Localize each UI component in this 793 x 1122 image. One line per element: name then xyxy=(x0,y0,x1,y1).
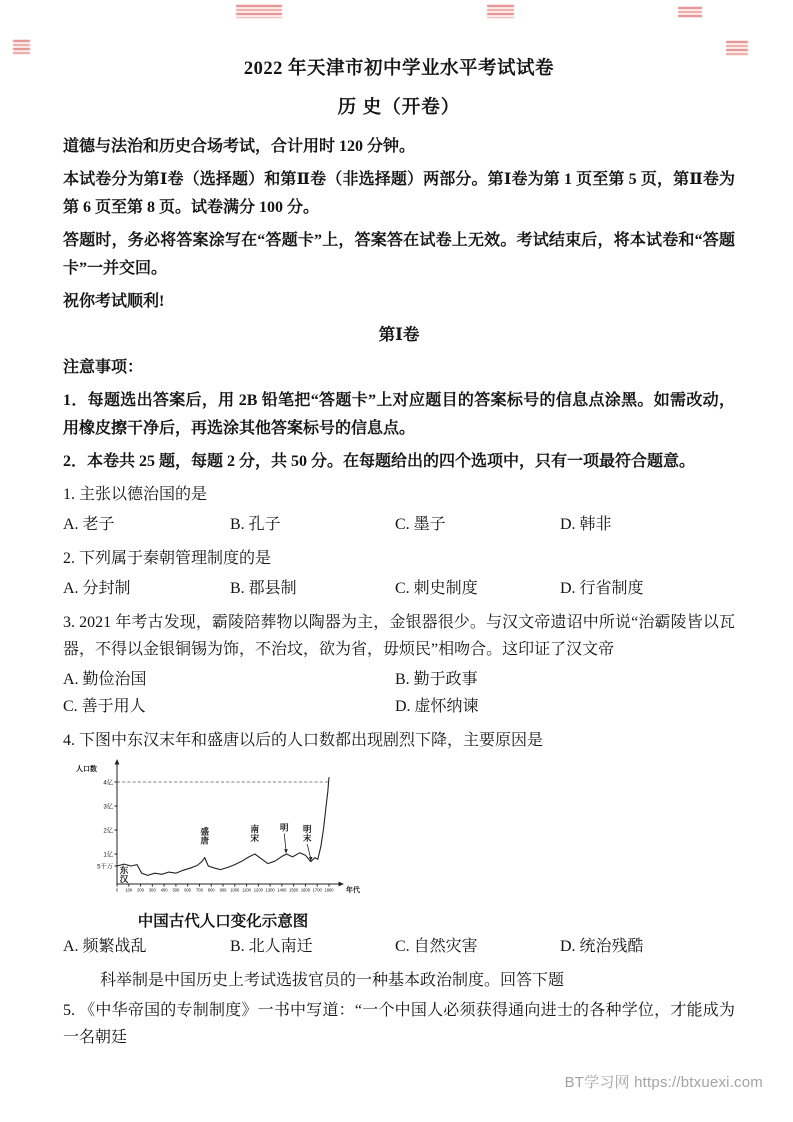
svg-text:明: 明 xyxy=(302,824,312,835)
svg-text:300: 300 xyxy=(148,887,156,893)
note-item-2: 2．本卷共 25 题，每题 2 分，共 50 分。在每题给出的四个选项中，只有一项最符合题意。 xyxy=(63,453,696,470)
option-c: C. 善于用人 xyxy=(63,698,146,715)
section-title: 第Ⅰ卷 xyxy=(378,325,420,344)
paper-subtitle: 历 史（开卷） xyxy=(337,98,461,118)
red-scan-artifact xyxy=(726,39,748,55)
svg-text:0: 0 xyxy=(115,887,119,893)
svg-text:700: 700 xyxy=(196,887,203,893)
svg-text:800: 800 xyxy=(207,887,215,893)
option-a: A. 频繁战乱 xyxy=(63,938,147,955)
option-a: A. 勤俭治国 xyxy=(63,671,147,688)
svg-text:1000: 1000 xyxy=(230,887,240,893)
question-1-stem: 1. 主张以德治国的是 xyxy=(63,486,208,503)
svg-text:400: 400 xyxy=(160,887,168,893)
svg-text:宋: 宋 xyxy=(250,833,260,844)
question-4-stem: 4. 下图中东汉末年和盛唐以后的人口数都出现剧烈下降，主要原因是 xyxy=(63,732,544,749)
svg-text:1亿: 1亿 xyxy=(103,851,113,859)
option-a: A. 分封制 xyxy=(63,580,131,597)
population-line-chart xyxy=(73,758,373,913)
svg-text:100: 100 xyxy=(125,887,133,893)
answer-sheet-note: 答题时，务必将答案涂写在“答题卡”上，答案答在试卷上无效。考试结束后，将本试卷和“答题卡”一并交回。 xyxy=(63,232,735,277)
svg-text:末: 末 xyxy=(302,833,312,844)
question-3 xyxy=(63,609,735,720)
question-5 xyxy=(63,967,735,1051)
watermark-site-url[interactable]: https://btxuexi.com xyxy=(634,1074,763,1091)
option-b: B. 北人南迁 xyxy=(230,938,313,955)
question-5-lead-in: 科举制是中国历史上考试选拔官员的一种基本政治制度。回答下题 xyxy=(100,972,565,989)
svg-text:2亿: 2亿 xyxy=(103,827,113,835)
svg-text:1500: 1500 xyxy=(289,887,299,893)
svg-text:900: 900 xyxy=(219,887,227,893)
svg-text:4亿: 4亿 xyxy=(103,779,113,787)
chart-caption: 中国古代人口变化示意图 xyxy=(137,913,309,930)
good-luck-note: 祝你考试顺利! xyxy=(63,293,165,310)
svg-text:5千万: 5千万 xyxy=(97,863,113,871)
svg-text:200: 200 xyxy=(137,887,144,893)
svg-text:500: 500 xyxy=(172,887,180,893)
option-b: B. 孔子 xyxy=(230,516,281,533)
question-1-options xyxy=(63,511,735,538)
option-d: D. 虚怀纳谏 xyxy=(395,698,479,715)
svg-text:明: 明 xyxy=(279,822,289,833)
svg-text:3亿: 3亿 xyxy=(103,803,113,811)
question-4 xyxy=(63,727,735,960)
question-2-options xyxy=(63,575,735,602)
paper-title: 2022 年天津市初中学业水平考试试卷 xyxy=(243,59,555,79)
option-d: D. 韩非 xyxy=(560,516,612,533)
svg-text:盛: 盛 xyxy=(200,826,210,837)
question-4-options xyxy=(63,933,735,960)
question-1 xyxy=(63,481,735,538)
red-scan-artifact xyxy=(487,3,514,18)
svg-text:1800: 1800 xyxy=(324,887,334,893)
svg-text:东: 东 xyxy=(119,865,129,876)
option-b: B. 勤于政事 xyxy=(395,671,478,688)
svg-text:1400: 1400 xyxy=(277,887,287,893)
red-scan-artifact xyxy=(678,5,702,19)
question-2-stem: 2. 下列属于秦朝管理制度的是 xyxy=(63,550,272,567)
svg-text:唐: 唐 xyxy=(200,835,210,846)
paper-structure-note: 本试卷分为第Ⅰ卷（选择题）和第Ⅱ卷（非选择题）两部分。第Ⅰ卷为第 1 页至第 5 页，第Ⅱ卷为第 6 页至第 8 页。试卷满分 100 分。 xyxy=(63,171,735,216)
option-d: D. 行省制度 xyxy=(560,580,644,597)
option-b: B. 郡县制 xyxy=(230,580,297,597)
question-2 xyxy=(63,545,735,602)
exam-duration-note: 道德与法治和历史合场考试，合计用时 120 分钟。 xyxy=(63,138,416,155)
option-a: A. 老子 xyxy=(63,516,115,533)
svg-text:600: 600 xyxy=(184,887,192,893)
svg-text:1100: 1100 xyxy=(242,887,251,893)
svg-text:年代: 年代 xyxy=(346,887,360,894)
notes-title: 注意事项： xyxy=(63,359,144,376)
watermark-footer xyxy=(565,1071,763,1092)
option-c: C. 墨子 xyxy=(395,516,446,533)
svg-text:1600: 1600 xyxy=(300,887,310,893)
svg-text:1700: 1700 xyxy=(312,887,322,893)
red-scan-artifact xyxy=(13,38,30,54)
svg-text:人口数: 人口数 xyxy=(76,766,97,773)
red-scan-artifact xyxy=(236,3,282,18)
question-5-stem: 5. 《中华帝国的专制制度》一书中写道：“一个中国人必须获得通向进士的各种学位，才能成为一名朝廷 xyxy=(63,1002,735,1046)
population-chart-figure xyxy=(73,758,373,931)
option-d: D. 统治残酷 xyxy=(560,938,644,955)
note-item-1: 1．每题选出答案后，用 2B 铅笔把“答题卡”上对应题目的答案标号的信息点涂黑。如需改动，用橡皮擦干净后，再选涂其他答案标号的信息点。 xyxy=(63,392,735,437)
svg-text:南: 南 xyxy=(250,824,260,835)
option-c: C. 刺史制度 xyxy=(395,580,478,597)
watermark-site-name: BT学习网 xyxy=(564,1074,630,1091)
option-c: C. 自然灾害 xyxy=(395,938,478,955)
svg-text:汉: 汉 xyxy=(119,874,129,885)
question-3-options xyxy=(63,666,735,720)
svg-text:1300: 1300 xyxy=(265,887,275,893)
question-3-stem: 3. 2021 年考古发现，霸陵陪葬物以陶器为主，金银器很少。与汉文帝遗诏中所说“治霸陵皆以瓦器，不得以金银铜锡为饰，不治坟，欲为省，毋烦民”相吻合。这印证了汉文帝 xyxy=(63,614,735,658)
svg-text:1200: 1200 xyxy=(253,887,263,893)
